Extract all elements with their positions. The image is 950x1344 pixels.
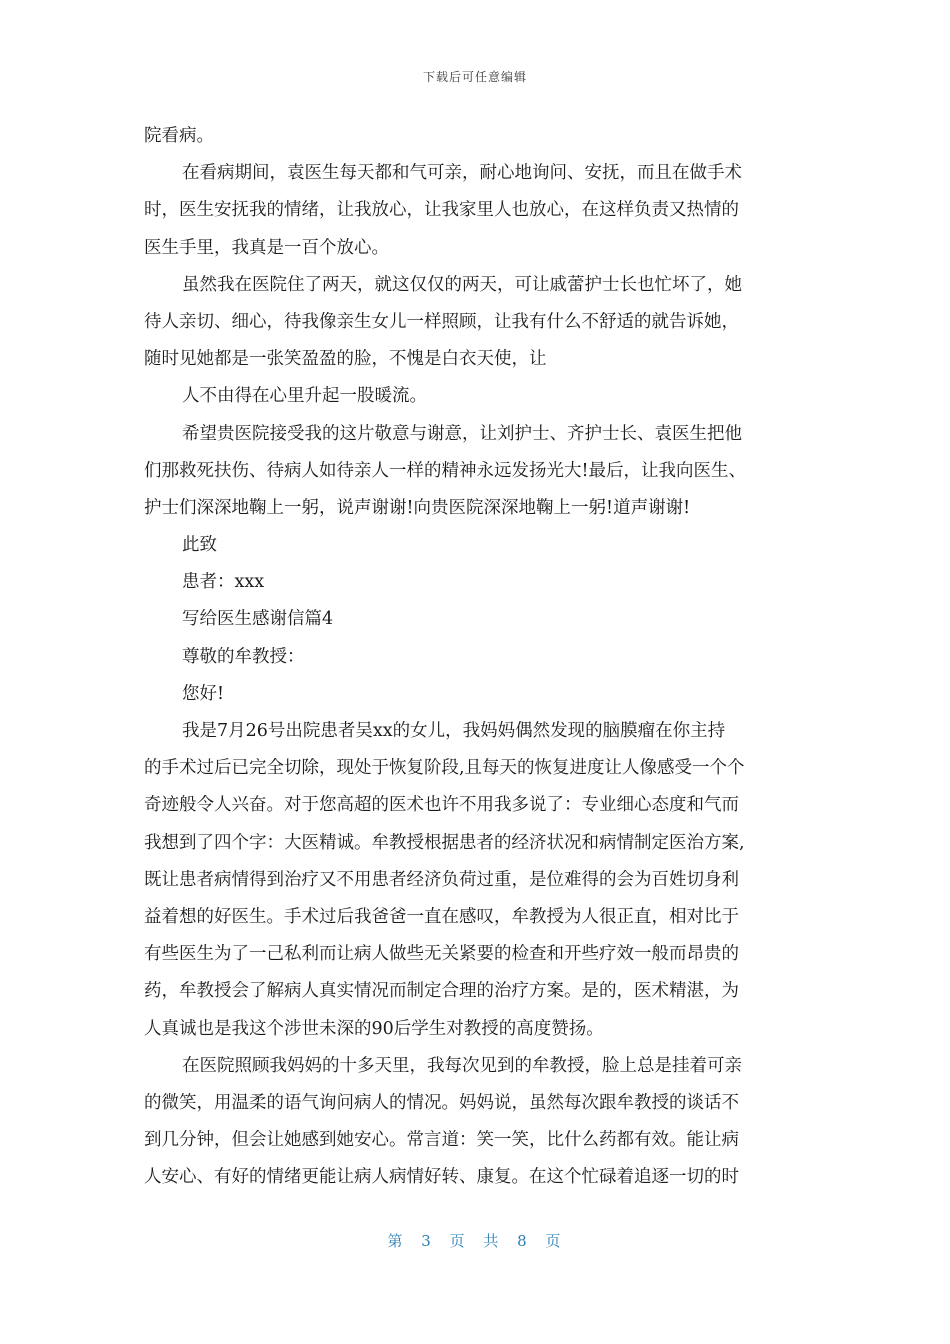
text-line: 药，牟教授会了解病人真实情况而制定合理的治疗方案。是的，医术精湛，为 bbox=[144, 981, 739, 1002]
text-line: 希望贵医院接受我的这片敬意与谢意，让刘护士、齐护士长、袁医生把他 bbox=[182, 423, 742, 444]
text-line: 护士们深深地鞠上一躬，说声谢谢!向贵医院深深地鞠上一躬!道声谢谢! bbox=[144, 497, 691, 518]
text-line: 院看病。 bbox=[144, 126, 214, 146]
text-line: 人安心、有好的情绪更能让病人病情好转、康复。在这个忙碌着追逐一切的时 bbox=[144, 1167, 739, 1188]
text-line: 益着想的好医生。手术过后我爸爸一直在感叹，牟教授为人很正直，相对比于 bbox=[144, 906, 739, 927]
text-line: 既让患者病情得到治疗又不用患者经济负荷过重，是位难得的会为百姓切身利 bbox=[144, 869, 739, 890]
text-line: 的手术过后已完全切除，现处于恢复阶段,且每天的恢复进度让人像感受一个个 bbox=[144, 758, 745, 779]
page-number: 第 3 页 共 8 页 bbox=[387, 1232, 563, 1250]
text-line: 到几分钟，但会让她感到她安心。常言道：笑一笑，比什么药都有效。能让病 bbox=[144, 1130, 739, 1151]
text-line: 我想到了四个字：大医精诚。牟教授根据患者的经济状况和病情制定医治方案, bbox=[144, 832, 745, 853]
text-line: 此致 bbox=[182, 535, 217, 556]
text-line: 人不由得在心里升起一股暖流。 bbox=[182, 386, 427, 407]
text-line: 人真诚也是我这个涉世未深的90后学生对教授的高度赞扬。 bbox=[144, 1018, 604, 1039]
text-line: 待人亲切、细心，待我像亲生女儿一样照顾，让我有什么不舒适的就告诉她， bbox=[144, 311, 739, 332]
text-line: 在看病期间，袁医生每天都和气可亲，耐心地询问、安抚，而且在做手术 bbox=[182, 163, 742, 184]
text-line: 我是7月26号出院患者吴xx的女儿，我妈妈偶然发现的脑膜瘤在你主持 bbox=[182, 721, 726, 741]
text-line: 奇迹般令人兴奋。对于您高超的医术也许不用我多说了：专业细心态度和气而 bbox=[144, 795, 739, 816]
text-line: 虽然我在医院住了两天，就这仅仅的两天，可让戚蕾护士长也忙坏了，她 bbox=[182, 274, 742, 295]
text-line: 随时见她都是一张笑盈盈的脸，不愧是白衣天使，让 bbox=[144, 349, 547, 370]
text-line: 您好! bbox=[182, 683, 225, 704]
text-line: 的微笑，用温柔的语气询问病人的情况。妈妈说，虽然每次跟牟教授的谈话不 bbox=[144, 1092, 739, 1113]
text-line: 在医院照顾我妈妈的十多天里，我每次见到的牟教授，脸上总是挂着可亲 bbox=[182, 1055, 742, 1076]
text-line: 有些医生为了一己私利而让病人做些无关紧要的检查和开些疗效一般而昂贵的 bbox=[144, 944, 739, 965]
text-line: 医生手里，我真是一百个放心。 bbox=[144, 237, 389, 258]
text-line: 患者：xxx bbox=[182, 572, 265, 593]
page-header: 下载后可任意编辑 bbox=[422, 70, 527, 84]
text-line: 写给医生感谢信篇4 bbox=[182, 609, 334, 630]
text-line: 们那救死扶伤、待病人如待亲人一样的精神永远发扬光大!最后，让我向医生、 bbox=[144, 460, 747, 481]
text-line: 尊敬的牟教授： bbox=[182, 646, 305, 667]
document-body bbox=[144, 118, 812, 1196]
text-line: 时，医生安抚我的情绪，让我放心，让我家里人也放心，在这样负责又热情的 bbox=[144, 200, 739, 221]
